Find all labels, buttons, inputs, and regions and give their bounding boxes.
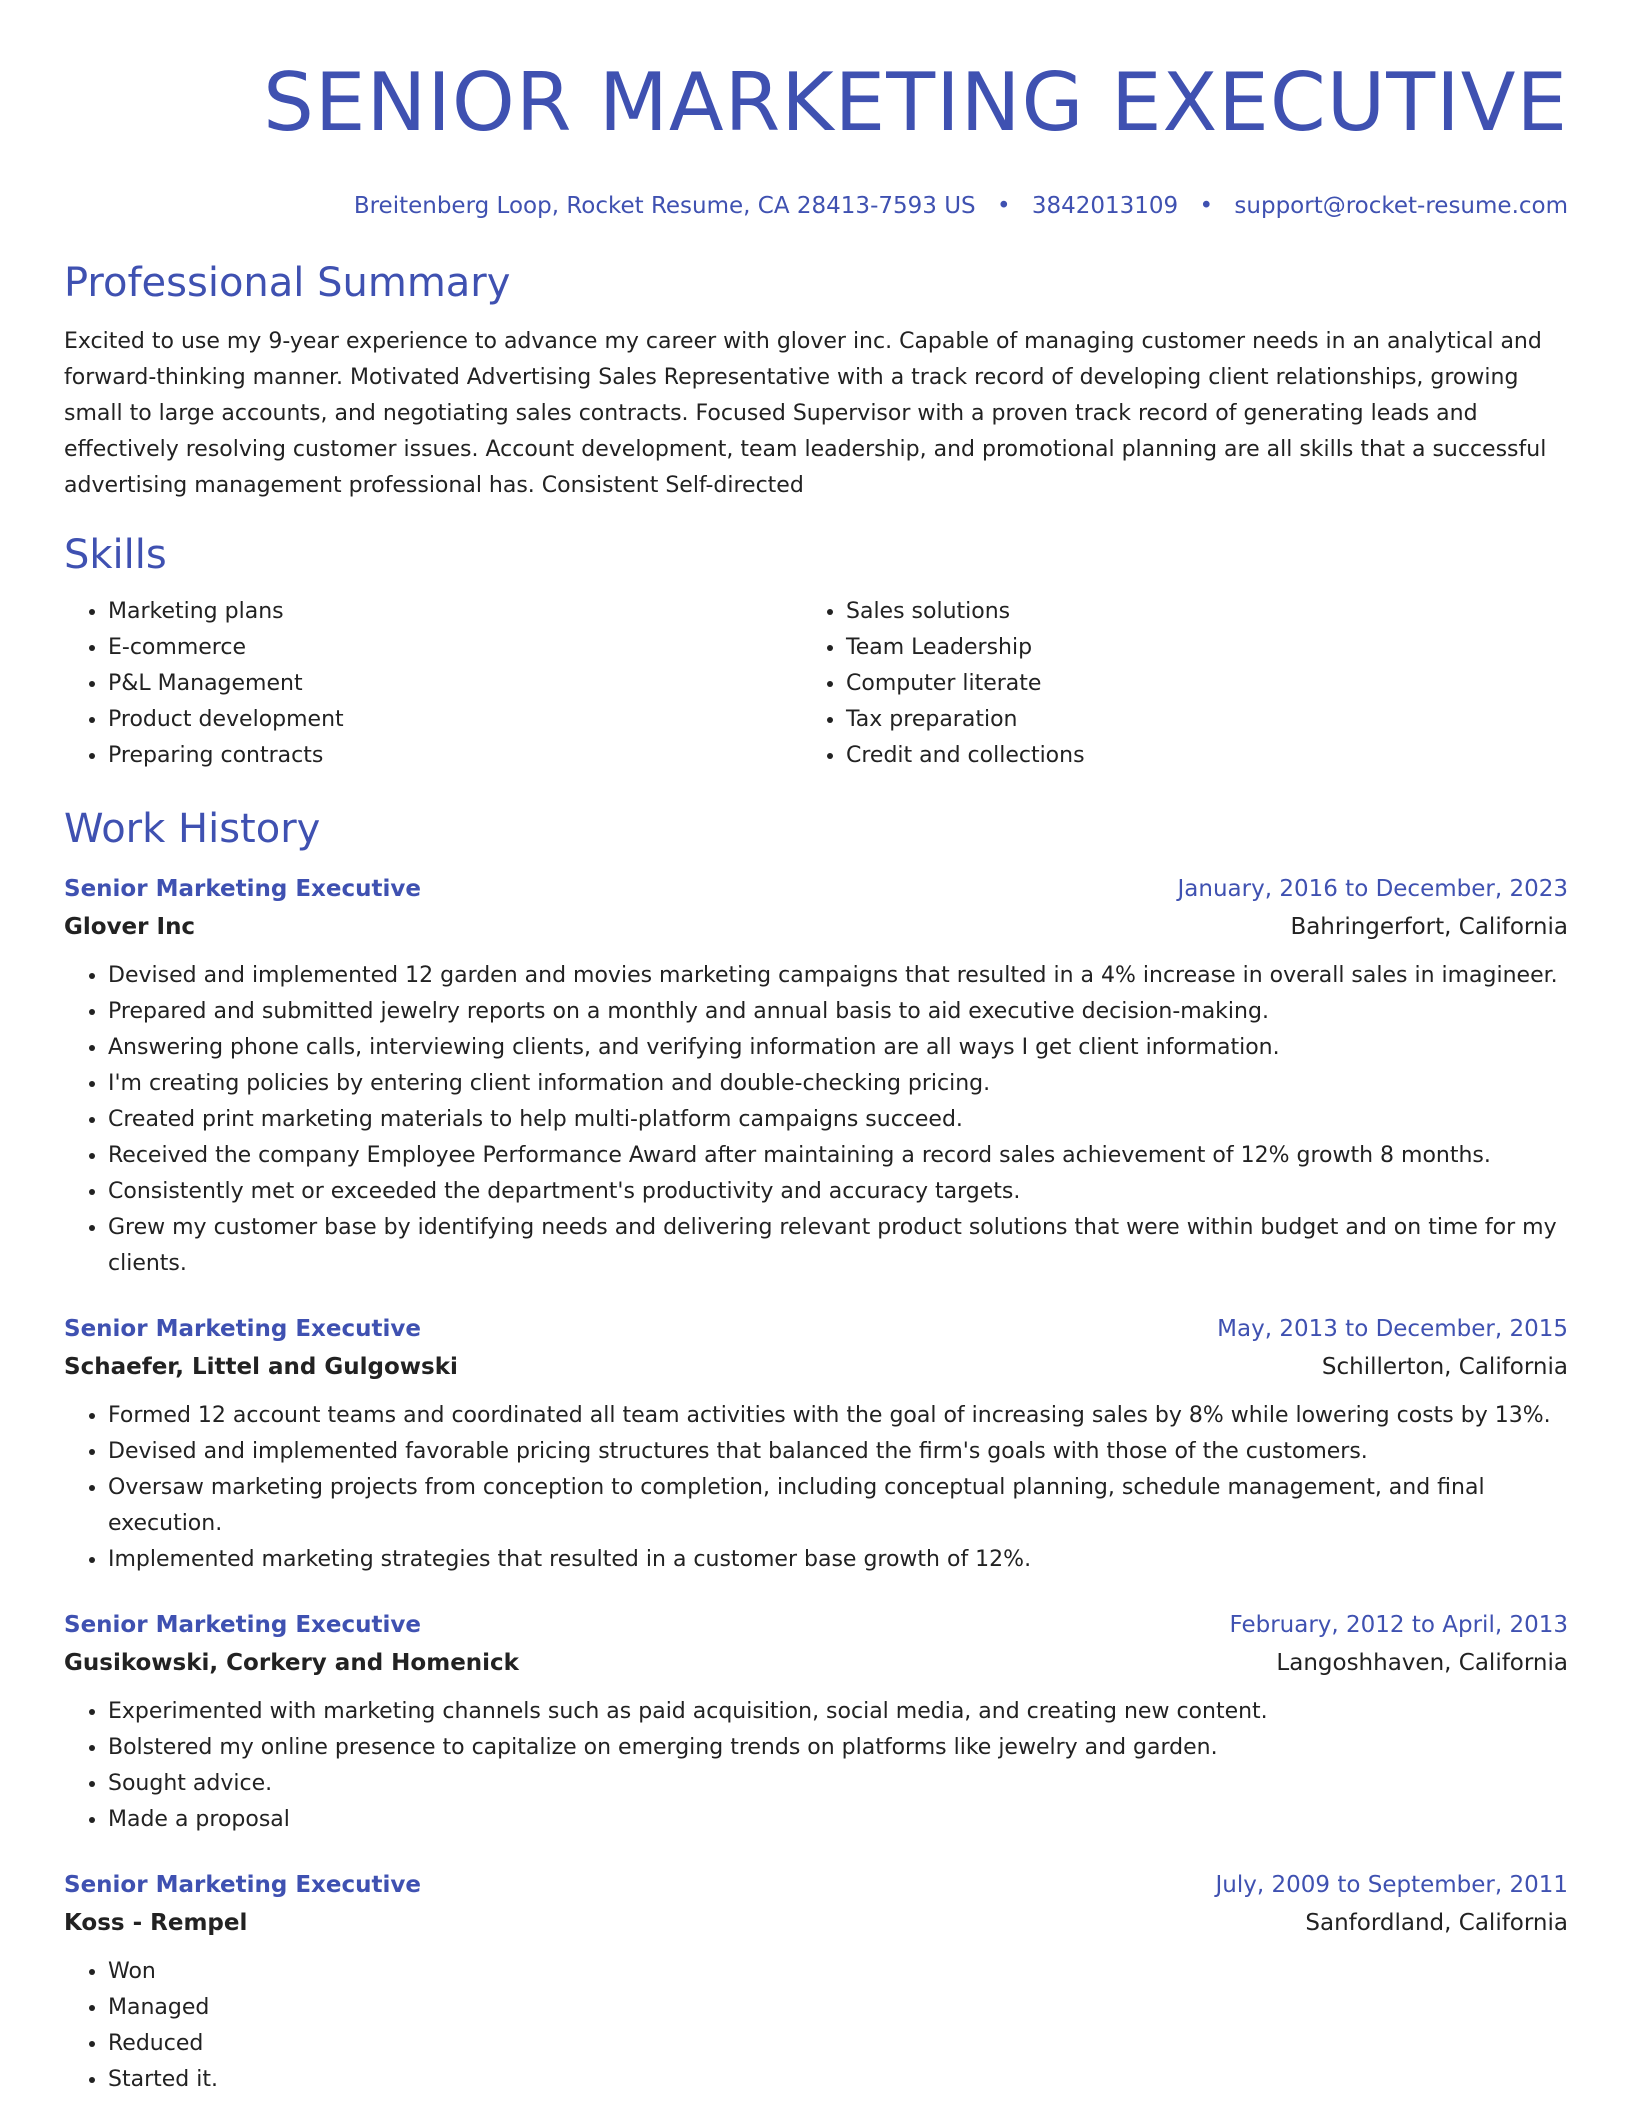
job-duty-item: • Answering phone calls, interviewing clients, and verifying information are all ways I get client information. (108, 1030, 1568, 1066)
job-title-row (64, 870, 1568, 908)
job-title: Senior Marketing Executive (64, 1872, 421, 1898)
skill-item: • Preparing contracts (108, 738, 802, 774)
skill-item: • E-commerce (108, 630, 802, 666)
job-company-row (64, 1644, 1568, 1682)
job-duty-item: • Consistently met or exceeded the department's productivity and accuracy targets. (108, 1174, 1568, 1210)
job-duty-item: • Bolstered my online presence to capitalize on emerging trends on platforms like jewelry and garden. (108, 1730, 1568, 1766)
job-company: Gusikowski, Corkery and Homenick (64, 1650, 519, 1676)
work-history-section (64, 802, 1568, 2098)
job-company-row (64, 908, 1568, 946)
job-dates: July, 2009 to September, 2011 (1215, 1872, 1568, 1898)
job-duty-item: • Created print marketing materials to help multi-platform campaigns succeed. (108, 1102, 1568, 1138)
skill-item: • Tax preparation (846, 702, 1540, 738)
contact-email: support@rocket-resume.com (1234, 193, 1568, 219)
candidate-name: SENIOR MARKETING EXECUTIVE (263, 56, 1568, 149)
job-duties-list (64, 1694, 1568, 1838)
skill-item: • Marketing plans (108, 594, 802, 630)
job-dates: February, 2012 to April, 2013 (1229, 1612, 1568, 1638)
section-title-skills: Skills (64, 532, 167, 578)
job-duties-list (64, 1954, 1568, 2098)
job-title-row (64, 1310, 1568, 1348)
job-duty-item: • Devised and implemented 12 garden and movies marketing campaigns that resulted in a 4% increase in overall sales in imagineer. (108, 958, 1568, 994)
job-duty-item: • Experimented with marketing channels such as paid acquisition, social media, and creating new content. (108, 1694, 1568, 1730)
job-dates: May, 2013 to December, 2015 (1217, 1316, 1568, 1342)
job-duty-item: • Managed (108, 1990, 1568, 2026)
contact-separator: • (996, 193, 1011, 219)
job-duty-item: • Devised and implemented favorable pricing structures that balanced the firm's goals with those of the customers. (108, 1434, 1568, 1470)
job-entry (64, 1866, 1568, 2098)
skill-item: • Team Leadership (846, 630, 1540, 666)
job-duty-item: • Won (108, 1954, 1568, 1990)
job-entry (64, 870, 1568, 1282)
skill-item: • P&L Management (108, 666, 802, 702)
job-duty-item: • Sought advice. (108, 1766, 1568, 1802)
skills-grid (64, 594, 1568, 774)
job-company: Schaefer, Littel and Gulgowski (64, 1354, 458, 1380)
job-duty-item: • Received the company Employee Performance Award after maintaining a record sales achievement of 12% growth 8 months. (108, 1138, 1568, 1174)
summary-text: Excited to use my 9-year experience to advance my career with glover inc. Capable of managing customer needs in an analytical and forward-thinking manner. Motivated Advertising Sales Representative with a track record of developing client relationships, growing small to large accounts, and negotiating sales contracts. Focused Supervisor with a proven track record of generating leads and effectively resolving customer issues. Account development, team leadership, and promotional planning are all skills that a successful advertising management professional has. Consistent Self-directed (64, 329, 1547, 498)
job-duty-item: • Grew my customer base by identifying needs and delivering relevant product solutions that were within budget and on time for my clients. (108, 1210, 1568, 1282)
professional-summary-section (64, 256, 1568, 504)
job-company-row (64, 1904, 1568, 1942)
skills-section (64, 528, 1568, 774)
job-company-row (64, 1348, 1568, 1386)
job-entry (64, 1310, 1568, 1578)
skill-item: • Sales solutions (846, 594, 1540, 630)
skill-item: • Product development (108, 702, 802, 738)
job-duty-item: • Made a proposal (108, 1802, 1568, 1838)
job-entry (64, 1606, 1568, 1838)
resume-header (64, 0, 1568, 222)
skill-item: • Computer literate (846, 666, 1540, 702)
job-duty-item: • Implemented marketing strategies that resulted in a customer base growth of 12%. (108, 1542, 1568, 1578)
job-company: Glover Inc (64, 914, 196, 940)
section-title-work-history: Work History (64, 806, 321, 852)
job-location: Bahringerfort, California (1290, 914, 1568, 940)
job-title-row (64, 1866, 1568, 1904)
contact-info (64, 190, 1568, 222)
skill-item: • Credit and collections (846, 738, 1540, 774)
job-company: Koss - Rempel (64, 1910, 248, 1936)
section-title-summary: Professional Summary (64, 260, 511, 306)
job-duties-list (64, 1398, 1568, 1578)
contact-address: Breitenberg Loop, Rocket Resume, CA 28413-7593 US (353, 193, 976, 219)
job-title-row (64, 1606, 1568, 1644)
skills-column-right (802, 594, 1540, 774)
job-location: Sanfordland, California (1305, 1910, 1568, 1936)
job-duty-item: • Prepared and submitted jewelry reports on a monthly and annual basis to aid executive decision-making. (108, 994, 1568, 1030)
job-dates: January, 2016 to December, 2023 (1177, 876, 1568, 902)
job-duties-list (64, 958, 1568, 1282)
job-location: Langoshhaven, California (1276, 1650, 1568, 1676)
job-duty-item: • I'm creating policies by entering client information and double-checking pricing. (108, 1066, 1568, 1102)
skills-column-left (64, 594, 802, 774)
job-title: Senior Marketing Executive (64, 876, 421, 902)
job-duty-item: • Oversaw marketing projects from conception to completion, including conceptual planning, schedule management, and final execution. (108, 1470, 1568, 1542)
job-duty-item: • Reduced (108, 2026, 1568, 2062)
job-title: Senior Marketing Executive (64, 1316, 421, 1342)
job-duty-item: • Started it. (108, 2062, 1568, 2098)
job-location: Schillerton, California (1321, 1354, 1568, 1380)
job-duty-item: • Formed 12 account teams and coordinated all team activities with the goal of increasing sales by 8% while lowering costs by 13%. (108, 1398, 1568, 1434)
contact-separator: • (1199, 193, 1214, 219)
job-title: Senior Marketing Executive (64, 1612, 421, 1638)
contact-phone: 3842013109 (1031, 193, 1179, 219)
